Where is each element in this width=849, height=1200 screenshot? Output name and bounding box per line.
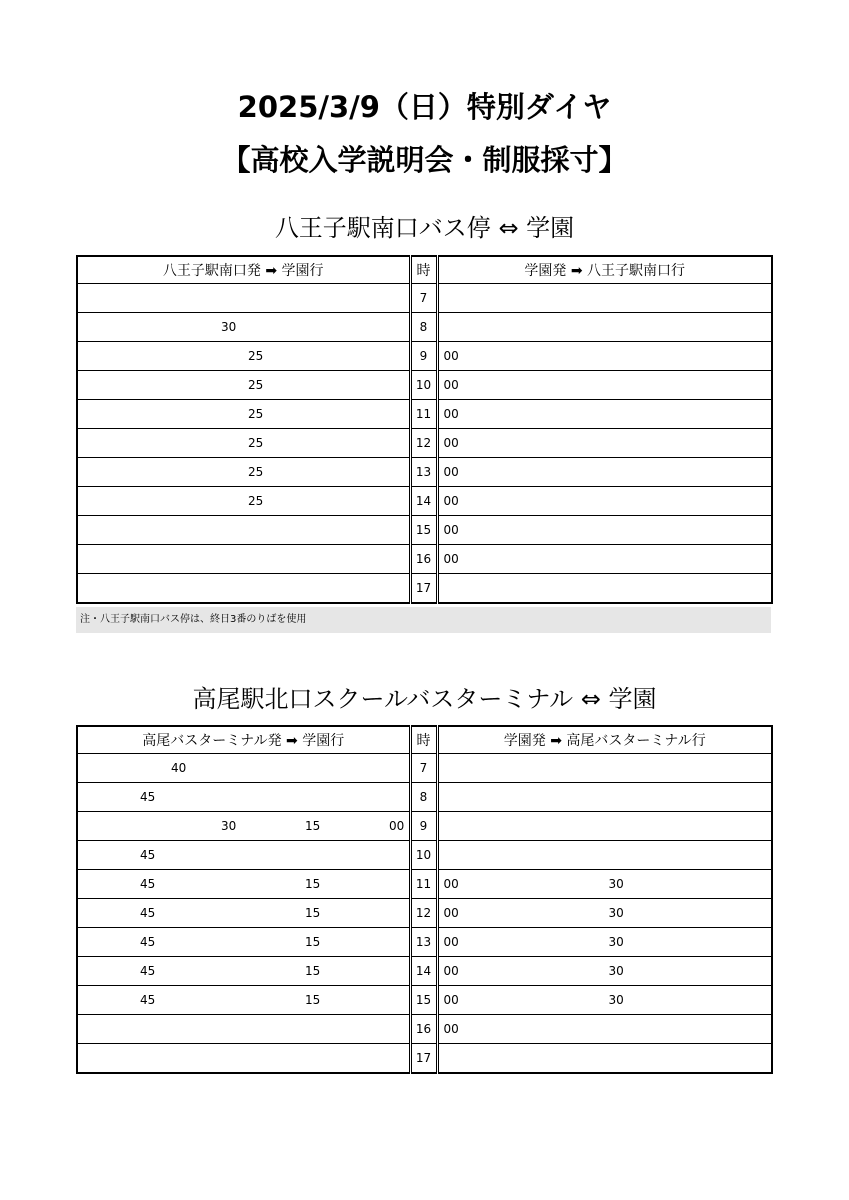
route1-timetable bbox=[76, 255, 773, 604]
inbound-header: 学園発 ➡ 八王子駅南口行 bbox=[437, 256, 772, 284]
departure-minute: 00 bbox=[443, 877, 459, 891]
outbound-cell bbox=[77, 783, 410, 812]
route1-title: 八王子駅南口バス停 ⇔ 学園 bbox=[274, 214, 575, 242]
departure-minute: 00 bbox=[443, 436, 459, 450]
table-row bbox=[77, 899, 772, 928]
departure-minute: 00 bbox=[443, 349, 459, 363]
departure-minute: 00 bbox=[443, 494, 459, 508]
outbound-cell bbox=[77, 870, 410, 899]
departure-minute: 00 bbox=[443, 552, 459, 566]
departure-minute: 00 bbox=[443, 465, 459, 479]
departure-minute: 30 bbox=[608, 877, 624, 891]
inbound-cell bbox=[437, 429, 772, 458]
hour-cell: 17 bbox=[410, 574, 437, 604]
outbound-cell bbox=[77, 400, 410, 429]
outbound-cell bbox=[77, 487, 410, 516]
inbound-cell bbox=[437, 545, 772, 574]
table-row bbox=[77, 841, 772, 870]
hour-cell: 16 bbox=[410, 545, 437, 574]
departure-minute: 00 bbox=[389, 819, 405, 833]
departure-minute: 25 bbox=[248, 494, 264, 508]
departure-minute: 40 bbox=[171, 761, 187, 775]
inbound-cell bbox=[437, 754, 772, 783]
table-row bbox=[77, 429, 772, 458]
departure-minute: 25 bbox=[248, 349, 264, 363]
outbound-cell bbox=[77, 429, 410, 458]
outbound-cell bbox=[77, 458, 410, 487]
page-subtitle: 【高校入学説明会・制服採寸】 bbox=[221, 143, 628, 177]
hour-cell: 7 bbox=[410, 284, 437, 313]
outbound-cell bbox=[77, 957, 410, 986]
inbound-cell bbox=[437, 812, 772, 841]
table-row bbox=[77, 870, 772, 899]
outbound-cell bbox=[77, 516, 410, 545]
inbound-cell bbox=[437, 516, 772, 545]
outbound-cell bbox=[77, 313, 410, 342]
inbound-cell bbox=[437, 1015, 772, 1044]
hour-cell: 10 bbox=[410, 371, 437, 400]
hour-cell: 14 bbox=[410, 487, 437, 516]
timetable-header bbox=[77, 256, 772, 284]
inbound-cell bbox=[437, 371, 772, 400]
departure-minute: 15 bbox=[305, 935, 321, 949]
outbound-header: 八王子駅南口発 ➡ 学園行 bbox=[77, 256, 410, 284]
inbound-cell bbox=[437, 574, 772, 604]
inbound-cell bbox=[437, 284, 772, 313]
table-row bbox=[77, 342, 772, 371]
departure-minute: 45 bbox=[140, 877, 156, 891]
table-row bbox=[77, 754, 772, 783]
departure-minute: 15 bbox=[305, 877, 321, 891]
hour-header: 時 bbox=[410, 256, 437, 284]
hour-cell: 11 bbox=[410, 870, 437, 899]
table-row bbox=[77, 783, 772, 812]
outbound-cell bbox=[77, 574, 410, 604]
hour-cell: 16 bbox=[410, 1015, 437, 1044]
inbound-cell bbox=[437, 928, 772, 957]
hour-cell: 9 bbox=[410, 812, 437, 841]
table-row bbox=[77, 1044, 772, 1074]
departure-minute: 15 bbox=[305, 819, 321, 833]
departure-minute: 45 bbox=[140, 935, 156, 949]
outbound-cell bbox=[77, 899, 410, 928]
hour-cell: 12 bbox=[410, 429, 437, 458]
table-row bbox=[77, 284, 772, 313]
departure-minute: 00 bbox=[443, 523, 459, 537]
departure-minute: 45 bbox=[140, 964, 156, 978]
departure-minute: 45 bbox=[140, 993, 156, 1007]
hour-cell: 11 bbox=[410, 400, 437, 429]
departure-minute: 00 bbox=[443, 1022, 459, 1036]
route2-title: 高尾駅北口スクールバスターミナル ⇔ 学園 bbox=[192, 685, 657, 713]
departure-minute: 30 bbox=[608, 993, 624, 1007]
outbound-cell bbox=[77, 342, 410, 371]
outbound-cell bbox=[77, 841, 410, 870]
inbound-cell bbox=[437, 899, 772, 928]
inbound-header: 学園発 ➡ 高尾バスターミナル行 bbox=[437, 726, 772, 754]
departure-minute: 30 bbox=[221, 320, 237, 334]
hour-cell: 15 bbox=[410, 986, 437, 1015]
departure-minute: 45 bbox=[140, 790, 156, 804]
hour-cell: 13 bbox=[410, 458, 437, 487]
table-row bbox=[77, 812, 772, 841]
table-row bbox=[77, 957, 772, 986]
hour-header: 時 bbox=[410, 726, 437, 754]
departure-minute: 00 bbox=[443, 378, 459, 392]
departure-minute: 25 bbox=[248, 465, 264, 479]
outbound-header: 高尾バスターミナル発 ➡ 学園行 bbox=[77, 726, 410, 754]
table-row bbox=[77, 516, 772, 545]
inbound-cell bbox=[437, 1044, 772, 1074]
departure-minute: 15 bbox=[305, 993, 321, 1007]
table-row bbox=[77, 928, 772, 957]
inbound-cell bbox=[437, 783, 772, 812]
inbound-cell bbox=[437, 400, 772, 429]
outbound-cell bbox=[77, 1044, 410, 1074]
departure-minute: 25 bbox=[248, 407, 264, 421]
departure-minute: 00 bbox=[443, 993, 459, 1007]
hour-cell: 8 bbox=[410, 313, 437, 342]
table-row bbox=[77, 986, 772, 1015]
outbound-cell bbox=[77, 928, 410, 957]
departure-minute: 15 bbox=[305, 964, 321, 978]
table-row bbox=[77, 487, 772, 516]
hour-cell: 17 bbox=[410, 1044, 437, 1074]
outbound-cell bbox=[77, 986, 410, 1015]
outbound-cell bbox=[77, 1015, 410, 1044]
inbound-cell bbox=[437, 957, 772, 986]
inbound-cell bbox=[437, 986, 772, 1015]
table-row bbox=[77, 371, 772, 400]
outbound-cell bbox=[77, 284, 410, 313]
inbound-cell bbox=[437, 870, 772, 899]
table-row bbox=[77, 458, 772, 487]
hour-cell: 9 bbox=[410, 342, 437, 371]
hour-cell: 14 bbox=[410, 957, 437, 986]
hour-cell: 15 bbox=[410, 516, 437, 545]
hour-cell: 12 bbox=[410, 899, 437, 928]
route2-timetable bbox=[76, 725, 773, 1074]
departure-minute: 00 bbox=[443, 906, 459, 920]
inbound-cell bbox=[437, 487, 772, 516]
inbound-cell bbox=[437, 313, 772, 342]
outbound-cell bbox=[77, 812, 410, 841]
timetable-header bbox=[77, 726, 772, 754]
table-row bbox=[77, 313, 772, 342]
departure-minute: 15 bbox=[305, 906, 321, 920]
departure-minute: 00 bbox=[443, 964, 459, 978]
table-row bbox=[77, 574, 772, 604]
hour-cell: 10 bbox=[410, 841, 437, 870]
outbound-cell bbox=[77, 371, 410, 400]
departure-minute: 30 bbox=[608, 964, 624, 978]
inbound-cell bbox=[437, 458, 772, 487]
hour-cell: 7 bbox=[410, 754, 437, 783]
page-title: 2025/3/9（日）特別ダイヤ bbox=[237, 90, 612, 124]
route1-note: 注・八王子駅南口バス停は、終日3番のりばを使用 bbox=[76, 607, 771, 633]
inbound-cell bbox=[437, 342, 772, 371]
outbound-cell bbox=[77, 754, 410, 783]
inbound-cell bbox=[437, 841, 772, 870]
departure-minute: 25 bbox=[248, 378, 264, 392]
table-row bbox=[77, 545, 772, 574]
table-row bbox=[77, 1015, 772, 1044]
outbound-cell bbox=[77, 545, 410, 574]
hour-cell: 8 bbox=[410, 783, 437, 812]
departure-minute: 45 bbox=[140, 906, 156, 920]
departure-minute: 25 bbox=[248, 436, 264, 450]
table-row bbox=[77, 400, 772, 429]
departure-minute: 30 bbox=[221, 819, 237, 833]
departure-minute: 00 bbox=[443, 407, 459, 421]
departure-minute: 45 bbox=[140, 848, 156, 862]
hour-cell: 13 bbox=[410, 928, 437, 957]
departure-minute: 00 bbox=[443, 935, 459, 949]
departure-minute: 30 bbox=[608, 906, 624, 920]
departure-minute: 30 bbox=[608, 935, 624, 949]
